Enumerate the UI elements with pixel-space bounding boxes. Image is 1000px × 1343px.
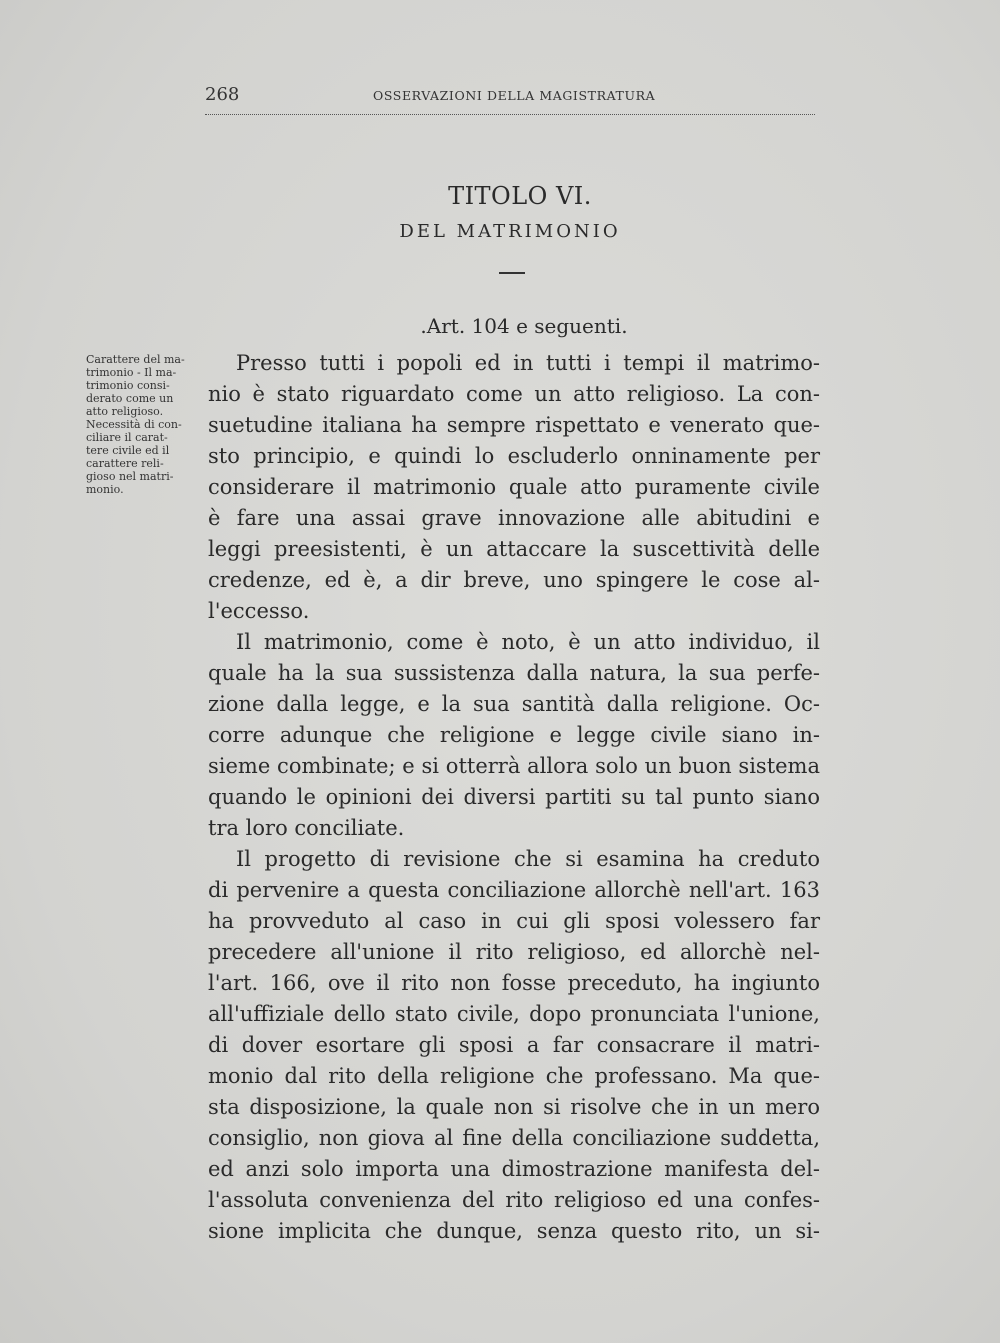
text-line: consiglio, non giova al fine della conciliazione suddetta, [208,1126,820,1150]
text-line: l'assoluta convenienza del rito religioso ed una confes- [208,1188,820,1212]
page-number: 268 [205,84,240,105]
margin-note-line: carattere reli- [86,457,164,470]
article-reference: .Art. 104 e seguenti. [420,314,628,338]
text-line: suetudine italiana ha sempre rispettato e venerato que- [208,413,820,437]
text-line: considerare il matrimonio quale atto puramente civile [208,475,820,499]
margin-note-line: atto religioso. [86,405,164,418]
text-line: sieme combinate; e si otterrà allora solo un buon sistema [208,754,820,778]
text-line: è fare una assai grave innovazione alle abitudini e [208,506,820,530]
margin-note-line: Carattere del ma- [86,353,185,366]
text-line: ed anzi solo importa una dimostrazione manifesta del- [208,1157,820,1181]
text-line: l'art. 166, ove il rito non fosse preceduto, ha ingiunto [208,971,820,995]
text-line: precedere all'unione il rito religioso, ed allorchè nel- [208,940,820,964]
text-line: sto principio, e quindi lo escluderlo onninamente per [208,444,820,468]
text-line: quale ha la sua sussistenza dalla natura, la sua perfe- [208,661,820,685]
text-line: Il matrimonio, come è noto, è un atto individuo, il [236,630,820,654]
margin-note-line: derato come un [86,392,174,405]
text-line: all'uffiziale dello stato civile, dopo pronunciata l'unione, [208,1002,820,1026]
text-line: nio è stato riguardato come un atto religioso. La con- [208,382,820,406]
title-divider [499,272,525,274]
text-line: ha provveduto al caso in cui gli sposi volessero far [208,909,820,933]
text-line: monio dal rito della religione che professano. Ma que- [208,1064,820,1088]
text-line: quando le opinioni dei diversi partiti su tal punto siano [208,785,820,809]
text-line: sione implicita che dunque, senza questo rito, un si- [208,1219,820,1243]
margin-note-line: ciliare il carat- [86,431,168,444]
section-subtitle: DEL MATRIMONIO [399,221,621,242]
margin-note-line: tere civile ed il [86,444,170,457]
running-head: OSSERVAZIONI DELLA MAGISTRATURA [373,88,656,103]
margin-note-line: trimonio consi- [86,379,170,392]
section-title: TITOLO VI. [448,182,592,210]
text-line: sta disposizione, la quale non si risolve che in un mero [208,1095,820,1119]
text-line: l'eccesso. [208,599,310,623]
text-line: tra loro conciliate. [208,816,405,840]
margin-note-line: Necessità di con- [86,418,182,431]
text-line: Il progetto di revisione che si esamina ha creduto [236,847,820,871]
text-line: credenze, ed è, a dir breve, uno spingere le cose al- [208,568,820,592]
margin-note [86,353,185,496]
text-line: di dover esortare gli sposi a far consacrare il matri- [208,1033,820,1057]
text-line: zione dalla legge, e la sua santità dalla religione. Oc- [208,692,820,716]
body-text [208,348,820,1247]
margin-note-line: trimonio - Il ma- [86,366,177,379]
margin-note-line: gioso nel matri- [86,470,174,483]
text-line: corre adunque che religione e legge civile siano in- [208,723,820,747]
page-header [205,84,815,115]
text-line: Presso tutti i popoli ed in tutti i tempi il matrimo- [236,351,820,375]
text-line: leggi preesistenti, è un attaccare la suscettività delle [208,537,820,561]
text-line: di pervenire a questa conciliazione allorchè nell'art. 163 [208,878,820,902]
margin-note-line: monio. [86,483,124,496]
